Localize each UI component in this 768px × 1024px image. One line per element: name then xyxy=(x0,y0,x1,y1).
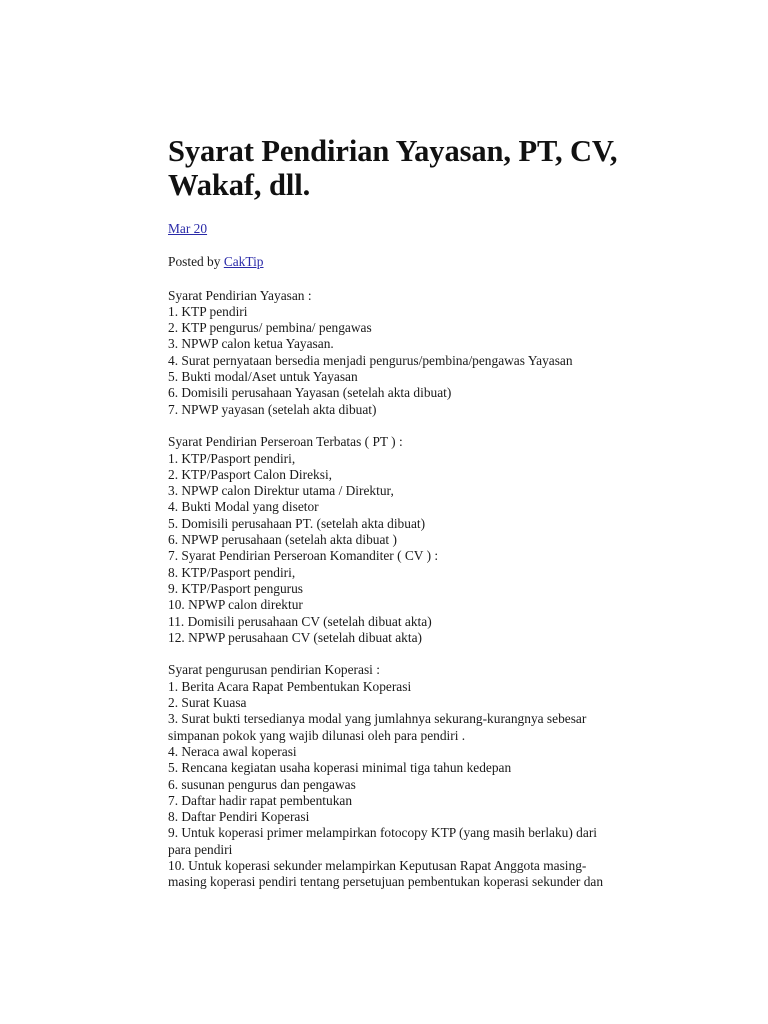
list-item: 5. Rencana kegiatan usaha koperasi minimal tiga tahun kedepan xyxy=(168,760,512,776)
list-item-continuation: para pendiri xyxy=(168,841,233,857)
list-item: 3. Surat bukti tersedianya modal yang jumlahnya sekurang-kurangnya sebesar xyxy=(168,711,587,727)
list-item: 1. KTP pendiri xyxy=(168,303,248,319)
list-item: 12. NPWP perusahaan CV (setelah dibuat akta) xyxy=(168,629,422,645)
list-item: 4. Neraca awal koperasi xyxy=(168,743,297,759)
section-yayasan xyxy=(168,288,638,418)
list-item: 5. Bukti modal/Aset untuk Yayasan xyxy=(168,369,358,385)
section-koperasi xyxy=(168,662,638,890)
post-author xyxy=(168,254,638,270)
list-item: 10. NPWP calon direktur xyxy=(168,597,303,613)
list-item: 10. Untuk koperasi sekunder melampirkan Keputusan Rapat Anggota masing- xyxy=(168,857,587,873)
list-item: 9. KTP/Pasport pengurus xyxy=(168,580,304,596)
section-heading: Syarat Pendirian Yayasan : xyxy=(168,287,312,303)
list-item: 7. NPWP yayasan (setelah akta dibuat) xyxy=(168,401,377,417)
posted-by-label: Posted by xyxy=(168,254,224,270)
list-item: 6. Domisili perusahaan Yayasan (setelah akta dibuat) xyxy=(168,385,452,401)
list-item: 2. Surat Kuasa xyxy=(168,695,247,711)
title-line: Syarat Pendirian Yayasan, PT, CV, xyxy=(168,134,618,168)
post-date xyxy=(168,221,638,237)
list-item: 7. Daftar hadir rapat pembentukan xyxy=(168,792,353,808)
list-item: 4. Bukti Modal yang disetor xyxy=(168,499,319,515)
article-title xyxy=(168,134,638,202)
list-item: 4. Surat pernyataan bersedia menjadi pengurus/pembina/pengawas Yayasan xyxy=(168,352,573,368)
list-item: 1. Berita Acara Rapat Pembentukan Koperasi xyxy=(168,678,412,694)
list-item: 2. KTP pengurus/ pembina/ pengawas xyxy=(168,320,372,336)
title-line: Wakaf, dll. xyxy=(168,168,311,202)
author-link[interactable]: CakTip xyxy=(223,254,264,270)
list-item: 2. KTP/Pasport Calon Direksi, xyxy=(168,466,333,482)
list-item: 6. susunan pengurus dan pengawas xyxy=(168,776,356,792)
list-item: 5. Domisili perusahaan PT. (setelah akta dibuat) xyxy=(168,515,426,531)
date-link[interactable]: Mar 20 xyxy=(168,221,208,236)
list-item: 3. NPWP calon ketua Yayasan. xyxy=(168,336,334,352)
list-item-continuation: masing koperasi pendiri tentang persetujuan pembentukan koperasi sekunder dan xyxy=(168,874,604,890)
section-heading: Syarat Pendirian Perseroan Terbatas ( PT ) : xyxy=(168,434,403,450)
list-item: 9. Untuk koperasi primer melampirkan fotocopy KTP (yang masih berlaku) dari xyxy=(168,825,598,841)
section-heading: Syarat pengurusan pendirian Koperasi : xyxy=(168,662,380,678)
list-item-continuation: simpanan pokok yang wajib dilunasi oleh para pendiri . xyxy=(168,727,466,743)
list-item: 3. NPWP calon Direktur utama / Direktur, xyxy=(168,483,394,499)
list-item: 7. Syarat Pendirian Perseroan Komanditer ( CV ) : xyxy=(168,548,439,564)
list-item: 6. NPWP perusahaan (setelah akta dibuat ) xyxy=(168,532,397,548)
list-item: 11. Domisili perusahaan CV (setelah dibuat akta) xyxy=(168,613,432,629)
list-item: 8. Daftar Pendiri Koperasi xyxy=(168,809,310,825)
document-page xyxy=(168,134,638,891)
list-item: 8. KTP/Pasport pendiri, xyxy=(168,564,296,580)
section-pt-cv xyxy=(168,434,638,646)
list-item: 1. KTP/Pasport pendiri, xyxy=(168,450,296,466)
